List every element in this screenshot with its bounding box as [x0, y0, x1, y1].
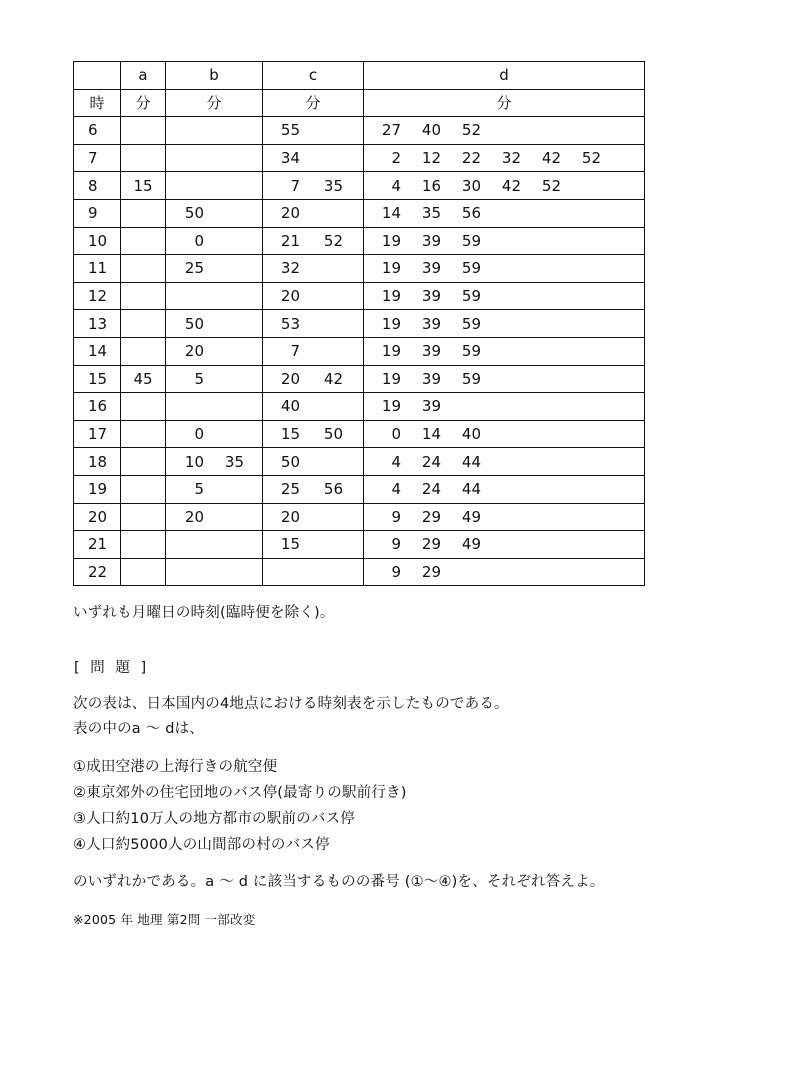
minutes-cell-a: [121, 310, 166, 338]
hour-cell: 22: [74, 558, 121, 586]
timetable-row: [74, 558, 645, 586]
minutes-cell-c: [263, 393, 364, 421]
timetable-row: [74, 531, 645, 559]
departure-minute: 50: [184, 314, 204, 333]
departure-minute: 30: [461, 176, 481, 195]
minutes-cell-b: [166, 365, 263, 393]
timetable-row: [74, 503, 645, 531]
minutes-cell-d: [364, 448, 645, 476]
minutes-cell-c: [263, 475, 364, 503]
minutes-cell-a: [121, 144, 166, 172]
minutes-cell-c: [263, 282, 364, 310]
minutes-cell-a: [121, 117, 166, 145]
departure-minute: 22: [461, 149, 481, 168]
departure-minute: 19: [381, 342, 401, 361]
departure-minute: 9: [391, 535, 401, 554]
departure-minute: 19: [381, 369, 401, 388]
minutes-cell-d: [364, 420, 645, 448]
departure-minute: 35: [224, 452, 244, 471]
departure-minute: 29: [421, 562, 441, 581]
departure-minute: 19: [381, 231, 401, 250]
minutes-cell-c: [263, 117, 364, 145]
departure-minute: 39: [421, 369, 441, 388]
departure-minute: 5: [194, 480, 204, 499]
minutes-cell-a: [121, 337, 166, 365]
timetable-row: [74, 420, 645, 448]
minutes-cell-a: [121, 255, 166, 283]
departure-minute: 19: [381, 397, 401, 416]
hour-cell: 15: [74, 365, 121, 393]
column-header-a: a: [121, 62, 166, 90]
minutes-cell-c: [263, 172, 364, 200]
departure-minute: 50: [323, 425, 343, 444]
departure-minute: 14: [381, 204, 401, 223]
source-note: ※2005 年 地理 第2問 一部改変: [73, 912, 256, 927]
timetable-row: [74, 282, 645, 310]
departure-minute: 29: [421, 535, 441, 554]
hour-cell: 9: [74, 199, 121, 227]
minutes-cell-c: [263, 420, 364, 448]
minutes-cell-b: [166, 448, 263, 476]
departure-minute: 44: [461, 480, 481, 499]
departure-minute: 20: [184, 507, 204, 526]
minutes-cell-d: [364, 227, 645, 255]
departure-minute: 59: [461, 314, 481, 333]
departure-minute: 25: [280, 480, 300, 499]
minutes-cell-d: [364, 172, 645, 200]
departure-minute: 21: [280, 231, 300, 250]
departure-minute: 12: [421, 149, 441, 168]
departure-minute: 20: [280, 287, 300, 306]
departure-minute: 19: [381, 314, 401, 333]
hour-cell: 11: [74, 255, 121, 283]
minutes-cell-b: [166, 558, 263, 586]
minutes-cell-d: [364, 282, 645, 310]
hour-cell: 8: [74, 172, 121, 200]
option-3: ③人口約10万人の地方都市の駅前のバス停: [73, 811, 355, 827]
minutes-cell-b: [166, 310, 263, 338]
minutes-cell-b: [166, 255, 263, 283]
timetable-row: [74, 448, 645, 476]
departure-minute: 39: [421, 342, 441, 361]
departure-minute: 19: [381, 287, 401, 306]
hour-cell: 6: [74, 117, 121, 145]
minutes-cell-d: [364, 199, 645, 227]
minutes-cell-c: [263, 310, 364, 338]
departure-minute: 2: [391, 149, 401, 168]
departure-minute: 15: [133, 176, 153, 195]
column-header-row: [74, 62, 645, 90]
departure-minute: 27: [381, 121, 401, 140]
minutes-cell-c: [263, 448, 364, 476]
departure-minute: 40: [421, 121, 441, 140]
minutes-cell-d: [364, 503, 645, 531]
departure-minute: 56: [323, 480, 343, 499]
minutes-cell-d: [364, 393, 645, 421]
departure-minute: 20: [280, 507, 300, 526]
hour-cell: 21: [74, 531, 121, 559]
departure-minute: 52: [461, 121, 481, 140]
departure-minute: 14: [421, 425, 441, 444]
hour-cell: 17: [74, 420, 121, 448]
intro-line-1: 次の表は、日本国内の4地点における時刻表を示したものである。: [73, 696, 509, 712]
minutes-cell-b: [166, 503, 263, 531]
corner-cell: [74, 62, 121, 90]
departure-minute: 4: [391, 452, 401, 471]
departure-minute: 15: [280, 425, 300, 444]
minutes-cell-b: [166, 420, 263, 448]
departure-minute: 32: [501, 149, 521, 168]
departure-minute: 24: [421, 480, 441, 499]
hour-cell: 16: [74, 393, 121, 421]
departure-minute: 39: [421, 314, 441, 333]
minutes-cell-a: [121, 365, 166, 393]
departure-minute: 56: [461, 204, 481, 223]
minutes-cell-c: [263, 255, 364, 283]
sub-header-row: [74, 89, 645, 117]
departure-minute: 49: [461, 535, 481, 554]
departure-minute: 0: [194, 425, 204, 444]
minutes-cell-d: [364, 310, 645, 338]
minutes-cell-b: [166, 144, 263, 172]
hour-cell: 20: [74, 503, 121, 531]
departure-minute: 9: [391, 507, 401, 526]
departure-minute: 35: [421, 204, 441, 223]
minutes-cell-b: [166, 393, 263, 421]
minutes-cell-b: [166, 227, 263, 255]
timetable-row: [74, 365, 645, 393]
minutes-cell-a: [121, 282, 166, 310]
minutes-cell-a: [121, 531, 166, 559]
minutes-cell-a: [121, 558, 166, 586]
minutes-cell-a: [121, 448, 166, 476]
minutes-cell-a: [121, 503, 166, 531]
departure-minute: 44: [461, 452, 481, 471]
question-text: のいずれかである。a ～ d に該当するものの番号 (①～④)を、それぞれ答えよ。: [73, 874, 605, 890]
minutes-cell-b: [166, 199, 263, 227]
departure-minute: 24: [421, 452, 441, 471]
minute-header-c: 分: [263, 89, 364, 117]
minutes-cell-c: [263, 227, 364, 255]
column-header-c: c: [263, 62, 364, 90]
intro-line-2: 表の中のa ～ dは、: [73, 721, 205, 737]
departure-minute: 10: [184, 452, 204, 471]
departure-minute: 49: [461, 507, 481, 526]
minute-header-b: 分: [166, 89, 263, 117]
minutes-cell-b: [166, 475, 263, 503]
hour-cell: 14: [74, 337, 121, 365]
minutes-cell-a: [121, 420, 166, 448]
departure-minute: 15: [280, 535, 300, 554]
departure-minute: 20: [280, 369, 300, 388]
timetable: [73, 61, 645, 586]
departure-minute: 39: [421, 287, 441, 306]
departure-minute: 53: [280, 314, 300, 333]
table-footnote: いずれも月曜日の時刻(臨時便を除く)。: [73, 605, 335, 621]
minutes-cell-b: [166, 117, 263, 145]
minutes-cell-b: [166, 282, 263, 310]
minutes-cell-d: [364, 255, 645, 283]
departure-minute: 42: [323, 369, 343, 388]
departure-minute: 32: [280, 259, 300, 278]
column-header-b: b: [166, 62, 263, 90]
departure-minute: 5: [194, 369, 204, 388]
minute-header-a: 分: [121, 89, 166, 117]
minutes-cell-d: [364, 117, 645, 145]
minutes-cell-d: [364, 558, 645, 586]
minutes-cell-b: [166, 337, 263, 365]
minutes-cell-c: [263, 199, 364, 227]
minutes-cell-c: [263, 531, 364, 559]
timetable-row: [74, 310, 645, 338]
departure-minute: 25: [184, 259, 204, 278]
timetable-row: [74, 475, 645, 503]
minutes-cell-c: [263, 365, 364, 393]
minutes-cell-a: [121, 227, 166, 255]
minutes-cell-c: [263, 337, 364, 365]
departure-minute: 16: [421, 176, 441, 195]
departure-minute: 45: [133, 369, 153, 388]
departure-minute: 42: [501, 176, 521, 195]
timetable-row: [74, 172, 645, 200]
timetable-body: [74, 62, 645, 586]
departure-minute: 40: [280, 397, 300, 416]
departure-minute: 55: [280, 121, 300, 140]
departure-minute: 0: [194, 231, 204, 250]
timetable-row: [74, 337, 645, 365]
timetable-row: [74, 393, 645, 421]
departure-minute: 52: [581, 149, 601, 168]
minutes-cell-d: [364, 144, 645, 172]
departure-minute: 39: [421, 259, 441, 278]
departure-minute: 52: [541, 176, 561, 195]
departure-minute: 9: [391, 562, 401, 581]
timetable-row: [74, 144, 645, 172]
minutes-cell-b: [166, 172, 263, 200]
hour-cell: 7: [74, 144, 121, 172]
minutes-cell-d: [364, 365, 645, 393]
option-4: ④人口約5000人の山間部の村のバス停: [73, 837, 330, 853]
departure-minute: 42: [541, 149, 561, 168]
departure-minute: 39: [421, 231, 441, 250]
departure-minute: 59: [461, 287, 481, 306]
hour-cell: 12: [74, 282, 121, 310]
departure-minute: 35: [323, 176, 343, 195]
minute-header-d: 分: [364, 89, 645, 117]
column-header-d: d: [364, 62, 645, 90]
departure-minute: 20: [184, 342, 204, 361]
minutes-cell-d: [364, 531, 645, 559]
problem-heading: [ 問 題 ]: [74, 660, 150, 676]
minutes-cell-a: [121, 172, 166, 200]
departure-minute: 40: [461, 425, 481, 444]
minutes-cell-a: [121, 199, 166, 227]
timetable-row: [74, 227, 645, 255]
departure-minute: 29: [421, 507, 441, 526]
minutes-cell-a: [121, 475, 166, 503]
minutes-cell-b: [166, 531, 263, 559]
option-2: ②東京郊外の住宅団地のバス停(最寄りの駅前行き): [73, 785, 407, 801]
departure-minute: 4: [391, 176, 401, 195]
hour-header: 時: [74, 89, 121, 117]
departure-minute: 59: [461, 342, 481, 361]
departure-minute: 50: [184, 204, 204, 223]
minutes-cell-c: [263, 144, 364, 172]
timetable-row: [74, 255, 645, 283]
departure-minute: 50: [280, 452, 300, 471]
departure-minute: 0: [391, 425, 401, 444]
minutes-cell-a: [121, 393, 166, 421]
departure-minute: 59: [461, 259, 481, 278]
departure-minute: 34: [280, 149, 300, 168]
timetable-row: [74, 117, 645, 145]
hour-cell: 13: [74, 310, 121, 338]
option-1: ①成田空港の上海行きの航空便: [73, 759, 278, 775]
departure-minute: 20: [280, 204, 300, 223]
departure-minute: 7: [290, 342, 300, 361]
departure-minute: 19: [381, 259, 401, 278]
minutes-cell-c: [263, 558, 364, 586]
hour-cell: 19: [74, 475, 121, 503]
hour-cell: 18: [74, 448, 121, 476]
minutes-cell-d: [364, 337, 645, 365]
departure-minute: 52: [323, 231, 343, 250]
minutes-cell-c: [263, 503, 364, 531]
timetable-row: [74, 199, 645, 227]
hour-cell: 10: [74, 227, 121, 255]
departure-minute: 59: [461, 369, 481, 388]
departure-minute: 4: [391, 480, 401, 499]
departure-minute: 39: [421, 397, 441, 416]
departure-minute: 59: [461, 231, 481, 250]
departure-minute: 7: [290, 176, 300, 195]
minutes-cell-d: [364, 475, 645, 503]
